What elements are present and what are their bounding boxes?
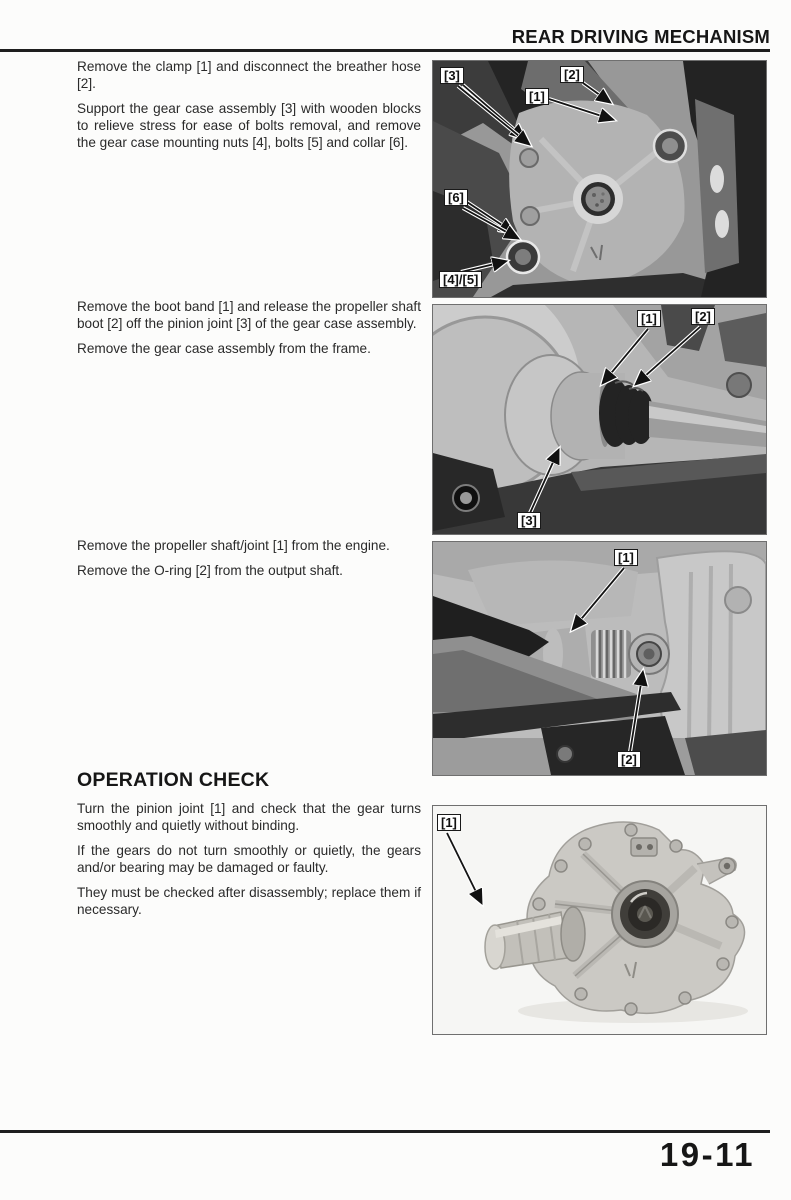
- figure-propeller-shaft-boot: [432, 304, 767, 535]
- figure-gear-case-assembly: [432, 805, 767, 1035]
- callout-label: [1]: [637, 310, 661, 327]
- callout-label: [3]: [440, 67, 464, 84]
- paragraph: Remove the clamp [1] and disconnect the breather hose [2].: [77, 59, 421, 91]
- operation-check-heading: OPERATION CHECK: [77, 769, 270, 791]
- paragraph: Remove the gear case assembly from the frame.: [77, 341, 371, 356]
- operation-check-text: [77, 800, 421, 918]
- callout-label: [2]: [691, 308, 715, 325]
- paragraph: Remove the O-ring [2] from the output shaft.: [77, 563, 343, 578]
- figure-3-photo: [433, 542, 766, 775]
- callout-label: [3]: [517, 512, 541, 529]
- figure-1-photo: [433, 61, 766, 297]
- splined-joint: [591, 630, 631, 678]
- step1-text: [77, 58, 421, 151]
- callout-label: [1]: [614, 549, 638, 566]
- paragraph: They must be checked after disassembly; replace them if necessary.: [77, 885, 421, 917]
- step2-text: [77, 298, 421, 357]
- callout-label: [6]: [444, 189, 468, 206]
- paragraph: Turn the pinion joint [1] and check that the gear turns smoothly and quietly without binding.: [77, 801, 421, 833]
- photo-scene: [433, 806, 766, 1034]
- figure-4-photo: [433, 806, 766, 1034]
- photo-scene: [433, 305, 766, 534]
- callout-label: [1]: [525, 88, 549, 105]
- page-title: REAR DRIVING MECHANISM: [511, 26, 770, 47]
- paragraph: Remove the propeller shaft/joint [1] from the engine.: [77, 538, 390, 553]
- header-rule: [0, 49, 770, 52]
- callout-label: [1]: [437, 814, 461, 831]
- paragraph: Support the gear case assembly [3] with wooden blocks to relieve stress for ease of bolts removal, and remove the gear case mounting nuts [4], bolts [5] and collar [6].: [77, 101, 421, 150]
- step3-text: [77, 537, 421, 579]
- page-number: 19-11: [659, 1136, 755, 1173]
- callout-label: [2]: [617, 751, 641, 768]
- callout-label: [4]/[5]: [439, 271, 482, 288]
- figure-gear-case-in-frame: [432, 60, 767, 298]
- photo-scene: [433, 542, 766, 775]
- footer-rule: [0, 1130, 770, 1133]
- figure-propeller-shaft-joint: [432, 541, 767, 776]
- paragraph: Remove the boot band [1] and release the propeller shaft boot [2] off the pinion joint [3] of the gear case assembly.: [77, 299, 421, 331]
- figure-2-photo: [433, 305, 766, 534]
- callout-label: [2]: [560, 66, 584, 83]
- paragraph: If the gears do not turn smoothly or quietly, the gears and/or bearing may be damaged or faulty.: [77, 843, 421, 875]
